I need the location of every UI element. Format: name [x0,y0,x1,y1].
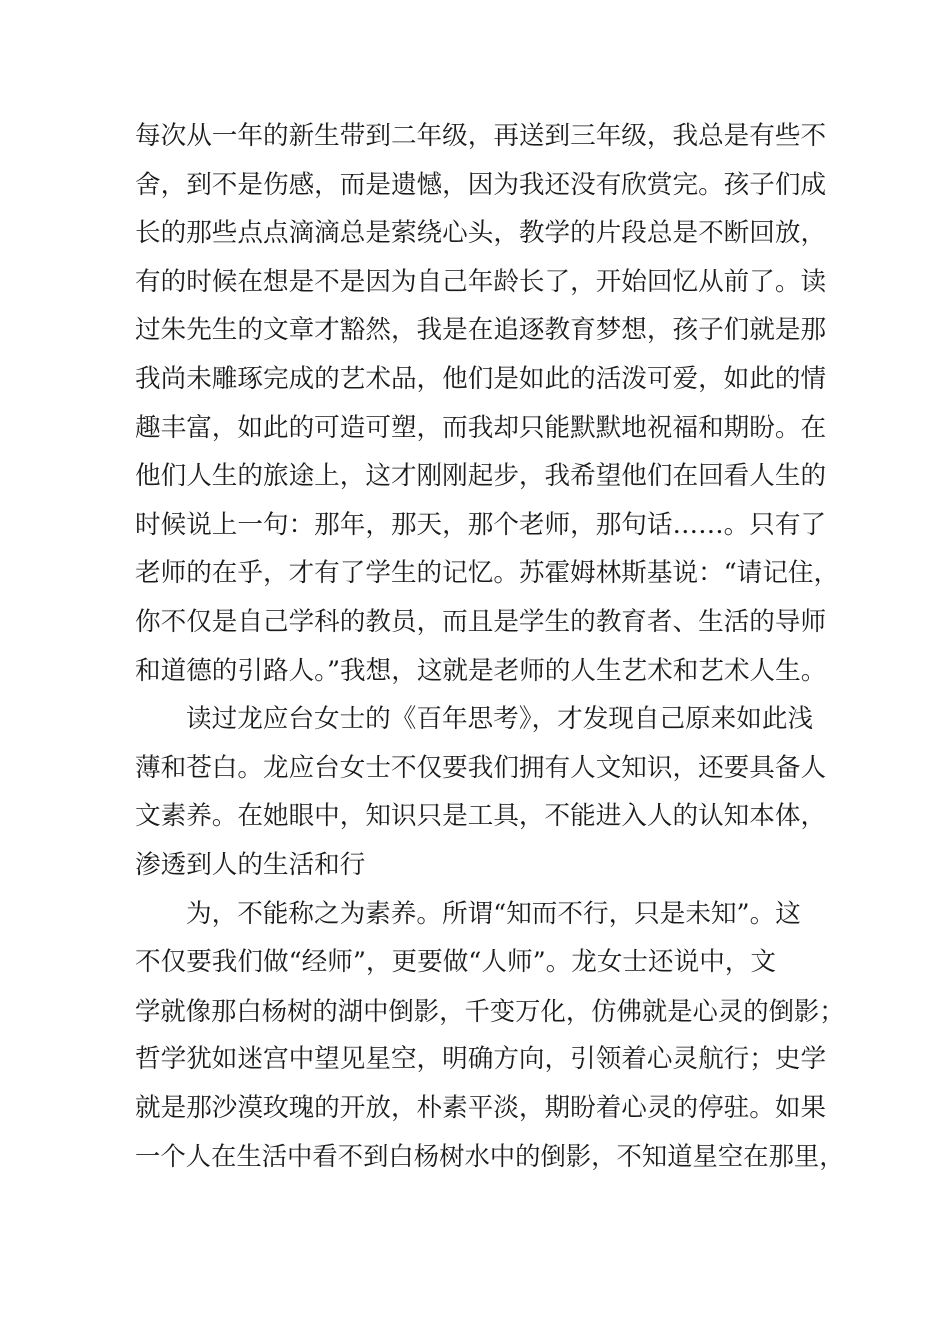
text-line: 文素养。在她眼中，知识只是工具，不能进入人的认知本体， [135,801,827,832]
text-line: 长的那些点点滴滴总是萦绕心头，教学的片段总是不断回放， [135,218,827,249]
text-line: 一个人在生活中看不到白杨树水中的倒影，不知道星空在那里， [135,1141,845,1172]
text-line: 舍，到不是伤感，而是遗憾，因为我还没有欣赏完。孩子们成 [135,169,827,200]
text-line: 每次从一年的新生带到二年级，再送到三年级，我总是有些不 [135,121,827,151]
text-line: 渗透到人的生活和行 [135,849,366,880]
text-line: 老师的在乎，才有了学生的记忆。苏霍姆林斯基说：“请记住， [135,558,840,589]
text-line: 有的时候在想是不是因为自己年龄长了，开始回忆从前了。读 [135,266,827,297]
text-line: 就是那沙漠玫瑰的开放，朴素平淡，期盼着心灵的停驻。如果 [135,1092,827,1123]
text-line: 薄和苍白。龙应台女士不仅要我们拥有人文知识，还要具备人 [135,752,827,783]
text-line: 哲学犹如迷宫中望见星空，明确方向，引领着心灵航行；史学 [135,1044,827,1075]
text-line: 和道德的引路人。”我想，这就是老师的人生艺术和艺术人生。 [135,655,827,686]
paragraph-first-line: 为，不能称之为素养。所谓“知而不行，只是未知”。这 [186,898,801,929]
text-line: 你不仅是自己学科的教员，而且是学生的教育者、生活的导师 [135,606,827,637]
paragraph-first-line: 读过龙应台女士的《百年思考》，才发现自己原来如此浅 [186,704,814,735]
text-line: 我尚未雕琢完成的艺术品，他们是如此的活泼可爱，如此的情 [135,363,827,394]
text-line: 过朱先生的文章才豁然，我是在追逐教育梦想，孩子们就是那 [135,315,827,346]
text-line: 不仅要我们做“经师”，更要做“人师”。龙女士还说中，文 [135,947,776,978]
text-line: 时候说上一句：那年，那天，那个老师，那句话……。只有了 [135,509,827,540]
text-line: 学就像那白杨树的湖中倒影，千变万化，仿佛就是心灵的倒影； [135,995,845,1026]
document-body [135,112,845,1181]
text-line: 他们人生的旅途上，这才刚刚起步，我希望他们在回看人生的 [135,461,827,492]
text-line: 趣丰富，如此的可造可塑，而我却只能默默地祝福和期盼。在 [135,412,827,443]
